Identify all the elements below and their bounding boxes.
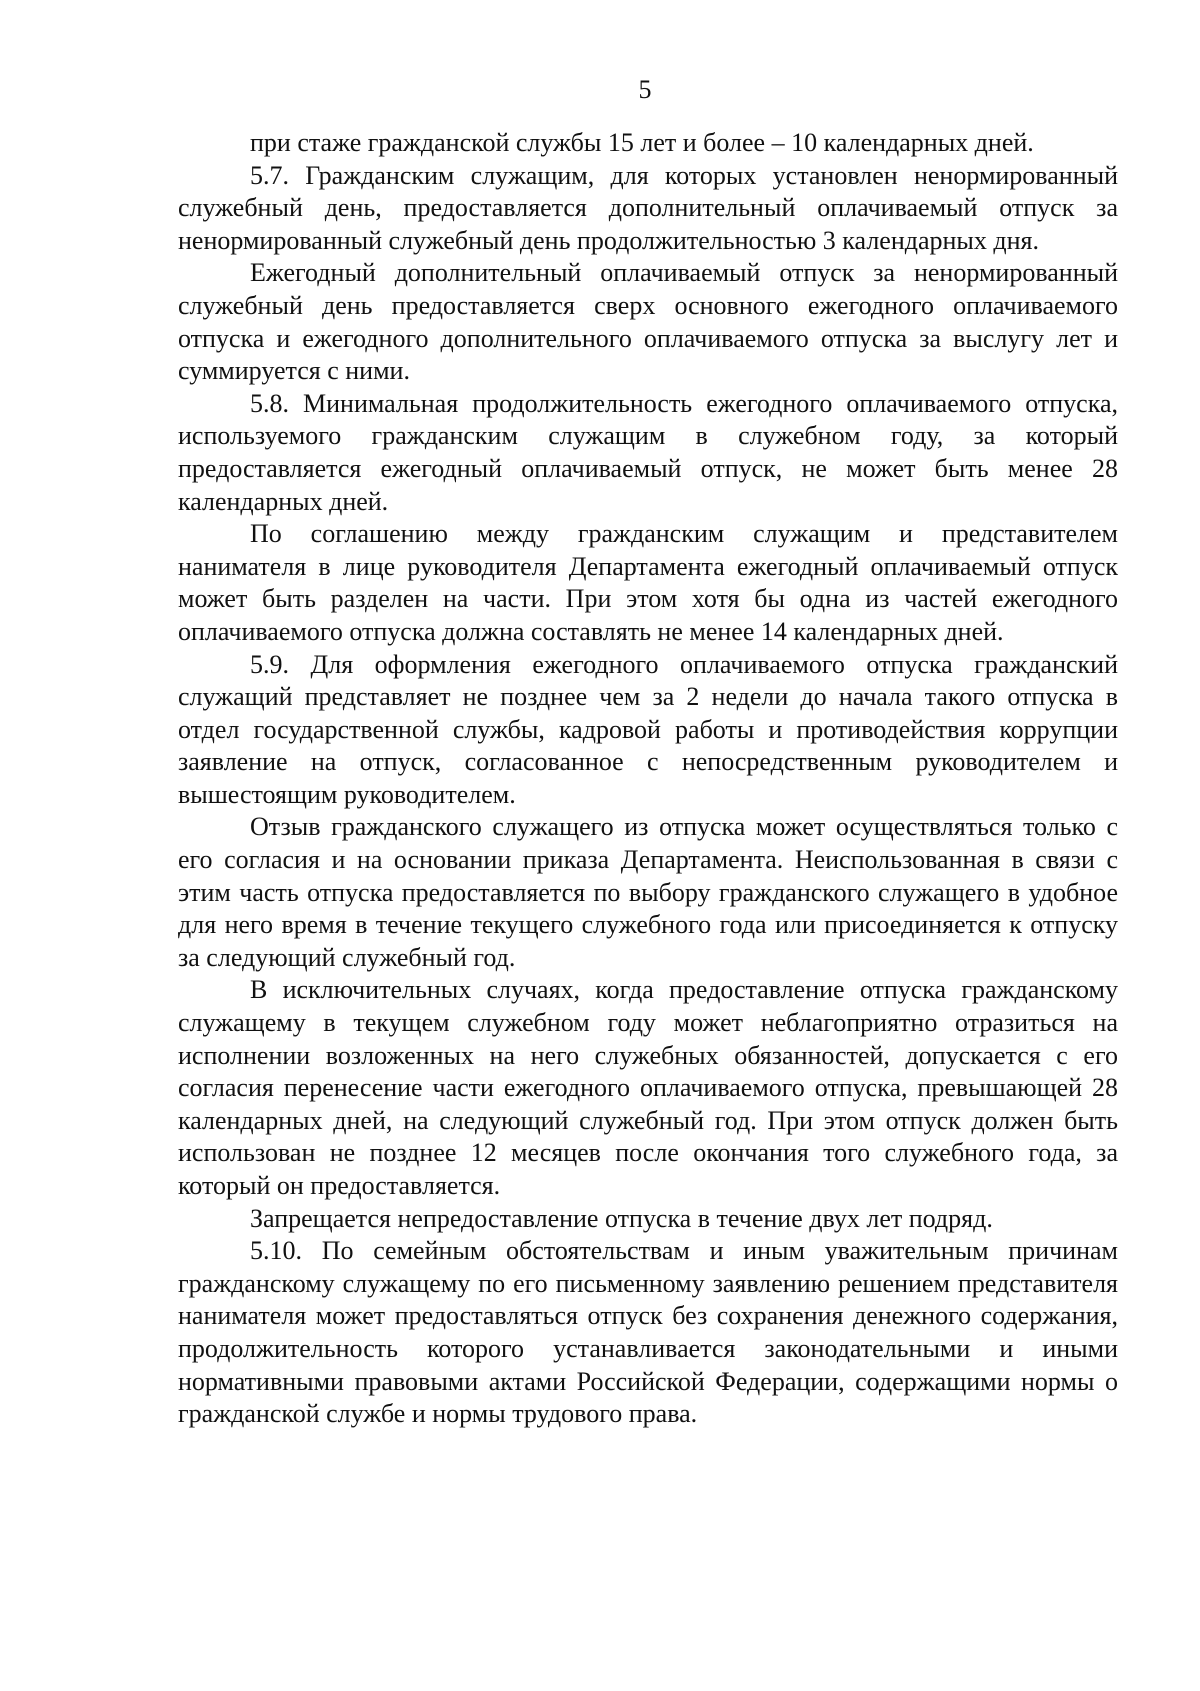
paragraph-5-7: 5.7. Гражданским служащим, для которых установлен ненормированный служебный день, предоставляется дополнительный оплачиваемый отпуск за ненормированный служебный день продолжительностью 3 календарных дня. — [178, 160, 1118, 255]
paragraph-5-10: 5.10. По семейным обстоятельствам и иным уважительным причинам гражданскому служащему по его письменному заявлению решением представителя нанимателя может предоставляться отпуск без сохранения денежного содержания, продолжительность которого устанавливается законодательными и иными нормативными правовыми актами Российской Федерации, содержащими нормы о гражданской службе и нормы трудового права. — [178, 1236, 1118, 1429]
paragraph: Ежегодный дополнительный оплачиваемый отпуск за ненормированный служебный день предоставляется сверх основного ежегодного оплачиваемого отпуска и ежегодного дополнительного оплачиваемого отпуска за выслугу лет и суммируется с ними. — [178, 258, 1118, 386]
paragraph: Запрещается непредоставление отпуска в течение двух лет подряд. — [250, 1203, 993, 1233]
document-body — [178, 127, 1118, 1431]
paragraph: По соглашению между гражданским служащим и представителем нанимателя в лице руководителя Департамента ежегодный оплачиваемый отпуск может быть разделен на части. При этом хотя бы одна из частей ежегодного оплачиваемого отпуска должна составлять не менее 14 календарных дней. — [178, 519, 1118, 646]
paragraph: при стаже гражданской службы 15 лет и более – 10 календарных дней. — [250, 128, 1034, 157]
paragraph: В исключительных случаях, когда предоставление отпуска гражданскому служащему в текущем служебном году может неблагоприятно отразиться на исполнении возложенных на него служебных обязанностей, допускается с его согласия перенесение части ежегодного оплачиваемого отпуска, превышающей 28 календарных дней, на следующий служебный год. При этом отпуск должен быть использован не позднее 12 месяцев после окончания того служебного года, за который он предоставляется. — [178, 975, 1118, 1200]
page-number: 5 — [638, 75, 652, 104]
paragraph: Отзыв гражданского служащего из отпуска может осуществляться только с его согласия и на основании приказа Департамента. Неиспользованная в связи с этим часть отпуска предоставляется по выбору гражданского служащего в удобное для него время в течение текущего служебного года или присоединяется к отпуску за следующий служебный год. — [178, 812, 1118, 972]
paragraph-5-9: 5.9. Для оформления ежегодного оплачиваемого отпуска гражданский служащий представляет не позднее чем за 2 недели до начала такого отпуска в отдел государственной службы, кадровой работы и противодействия коррупции заявление на отпуск, согласованное с непосредственным руководителем и вышестоящим руководителем. — [178, 649, 1118, 809]
paragraph-5-8: 5.8. Минимальная продолжительность ежегодного оплачиваемого отпуска, используемого гражданским служащим в служебном году, за который предоставляется ежегодный оплачиваемый отпуск, не может быть менее 28 календарных дней. — [178, 388, 1118, 516]
